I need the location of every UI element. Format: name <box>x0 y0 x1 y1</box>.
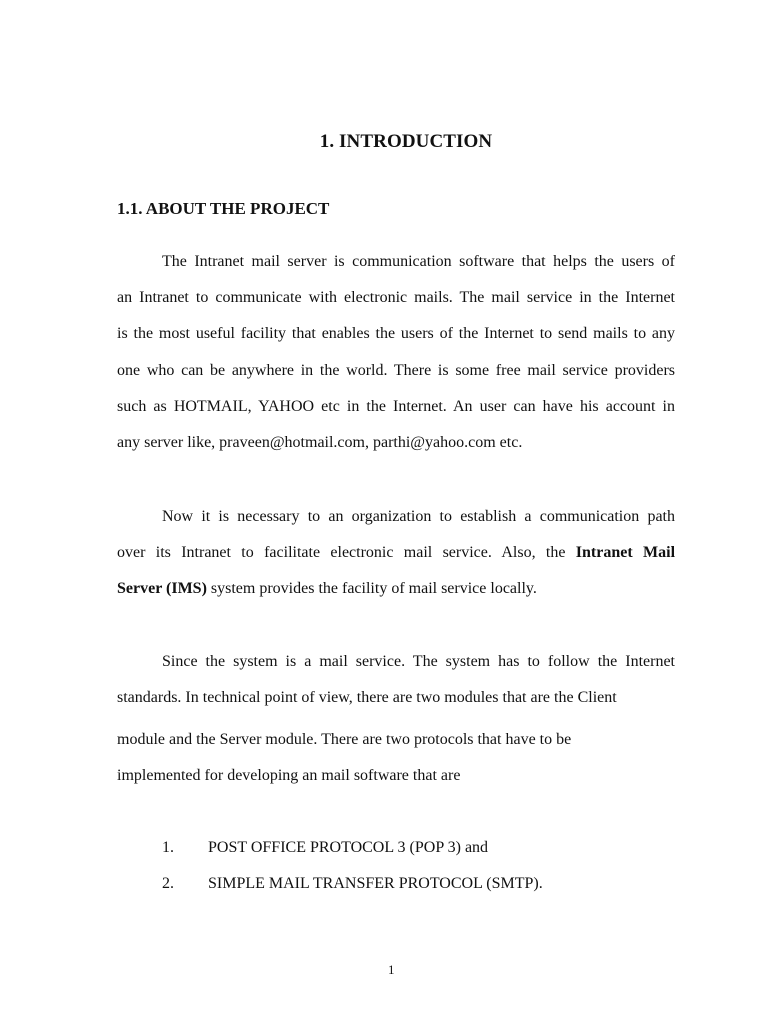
chapter-title: 1. INTRODUCTION <box>319 131 493 152</box>
paragraph-line: Since the system is a mail service. The system has to follow the Internet <box>162 653 675 670</box>
paragraph-line: module and the Server module. There are two protocols that have to be <box>117 731 572 748</box>
list-number: 2. <box>162 875 174 892</box>
emphasis-text: Intranet Mail <box>575 544 676 561</box>
list-number: 1. <box>162 839 174 856</box>
paragraph-line: an Intranet to communicate with electronic mails. The mail service in the Internet <box>117 289 675 306</box>
paragraph-line <box>117 579 675 599</box>
paragraph-line: Now it is necessary to an organization to establish a communication path <box>162 508 675 525</box>
list-text: SIMPLE MAIL TRANSFER PROTOCOL (SMTP). <box>208 875 543 892</box>
page-number: 1 <box>388 962 395 977</box>
paragraph-line: any server like, praveen@hotmail.com, parthi@yahoo.com etc. <box>117 434 523 451</box>
paragraph-text: system provides the facility of mail service locally. <box>206 580 537 597</box>
section-heading: 1.1. ABOUT THE PROJECT <box>117 199 330 218</box>
list-item <box>162 838 488 858</box>
emphasis-text: Server (IMS) <box>117 580 207 597</box>
paragraph-line: The Intranet mail server is communication software that helps the users of <box>162 253 675 270</box>
paragraph-line: one who can be anywhere in the world. There is some free mail service providers <box>117 362 675 379</box>
paragraph-text: over its Intranet to facilitate electronic mail service. Also, the <box>117 544 576 561</box>
list-text: POST OFFICE PROTOCOL 3 (POP 3) and <box>208 839 489 856</box>
paragraph-line: standards. In technical point of view, there are two modules that are the Client <box>117 689 617 706</box>
paragraph-line <box>117 543 675 563</box>
list-item <box>162 874 543 894</box>
paragraph-line: is the most useful facility that enables the users of the Internet to send mails to any <box>117 325 675 342</box>
paragraph-line: such as HOTMAIL, YAHOO etc in the Internet. An user can have his account in <box>117 398 675 415</box>
paragraph-line: implemented for developing an mail software that are <box>117 767 461 784</box>
